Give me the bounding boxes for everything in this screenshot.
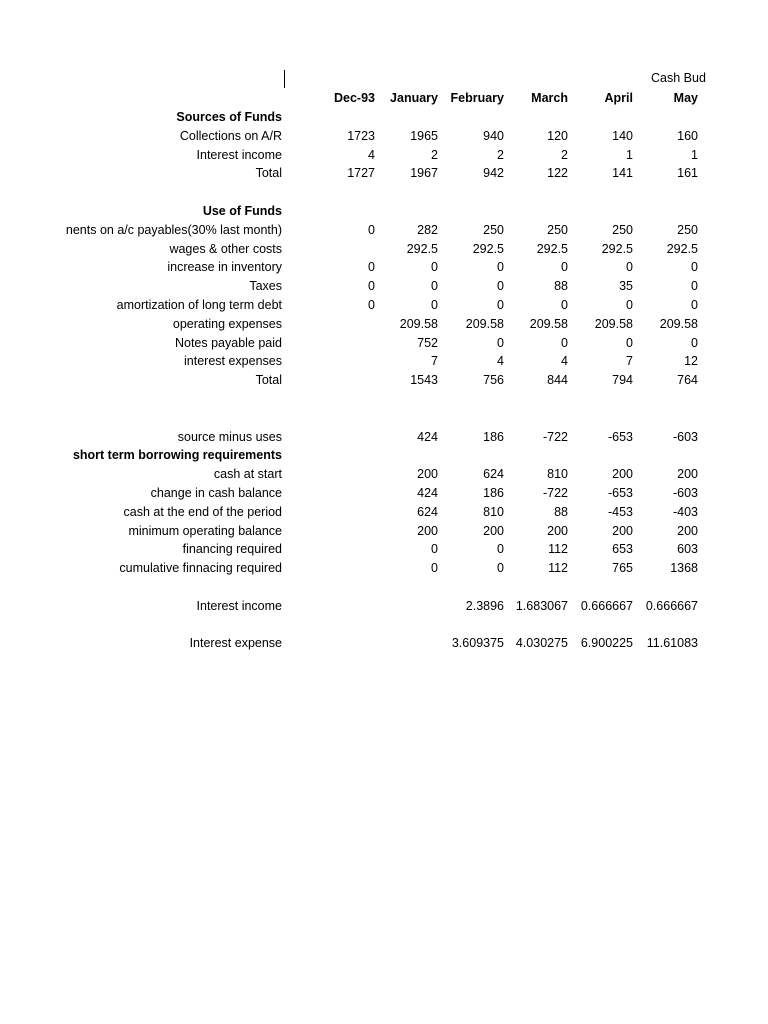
row-label	[0, 504, 282, 520]
table-cell: 200	[417, 467, 438, 482]
row-label-text: wages & other costs	[169, 241, 282, 256]
table-cell: 292.5	[536, 241, 568, 256]
table-cell: 424	[417, 429, 438, 444]
table-cell: 0.666667	[580, 598, 633, 613]
table-cell: 0	[431, 260, 438, 275]
table-cell: 0	[368, 260, 375, 275]
table-cell: 0	[368, 222, 375, 237]
column-header: February	[450, 91, 504, 105]
row-label	[0, 165, 282, 181]
table-cell: 1	[626, 147, 633, 162]
row-label-text: cumulative finnacing required	[119, 561, 282, 576]
sheet-title: Cash Bud	[651, 71, 706, 85]
row-label-text: increase in inventory	[167, 260, 282, 275]
table-cell: 11.61083	[646, 636, 698, 651]
table-cell: 0.666667	[645, 598, 698, 613]
row-label	[0, 203, 282, 219]
table-cell: 794	[612, 373, 633, 388]
row-label	[0, 278, 282, 294]
table-cell: 88	[554, 504, 568, 519]
row-label	[0, 541, 282, 557]
table-cell: 88	[554, 279, 568, 294]
table-cell: 209.58	[465, 316, 504, 331]
table-cell: 1.683067	[515, 598, 568, 613]
row-label-text: operating expenses	[172, 316, 282, 331]
table-cell: 209.58	[399, 316, 438, 331]
row-label-text: Total	[255, 166, 282, 181]
table-cell: 603	[677, 542, 698, 557]
table-cell: -722	[542, 429, 568, 444]
table-cell: 282	[417, 222, 438, 237]
row-label-text: Total	[255, 373, 282, 388]
column-header: Dec-93	[334, 91, 375, 105]
table-cell: 4	[497, 354, 504, 369]
row-label	[0, 316, 282, 332]
row-label	[0, 485, 282, 501]
table-cell: 940	[483, 128, 504, 143]
table-cell: 942	[483, 166, 504, 181]
table-cell: 0	[691, 298, 698, 312]
row-label-text: Interest expense	[189, 636, 282, 651]
table-cell: 0	[431, 279, 438, 294]
table-cell: 0	[497, 260, 504, 275]
table-cell: 250	[677, 222, 698, 237]
table-cell: 112	[548, 561, 568, 576]
table-cell: 1368	[670, 561, 698, 576]
table-cell: 0	[497, 542, 504, 557]
row-label-text: cash at the end of the period	[123, 504, 282, 519]
table-cell: 756	[483, 373, 504, 388]
row-label-text: amortization of long term debt	[116, 298, 282, 312]
table-cell: 292.5	[601, 241, 633, 256]
table-cell: 141	[612, 166, 633, 181]
table-cell: 0	[691, 279, 698, 294]
table-cell: 209.58	[659, 316, 698, 331]
table-cell: 0	[561, 298, 568, 312]
table-cell: 200	[612, 467, 633, 482]
table-cell: 0	[497, 298, 504, 312]
table-cell: 0	[497, 561, 504, 576]
table-cell: 140	[612, 128, 633, 143]
table-cell: 186	[483, 429, 504, 444]
table-cell: 4	[368, 147, 375, 162]
table-cell: -603	[672, 429, 698, 444]
row-label-text: nents on a/c payables(30% last month)	[65, 222, 282, 237]
column-header: May	[673, 91, 698, 105]
row-label-text: Taxes	[249, 279, 282, 294]
row-label	[0, 598, 282, 614]
table-cell: 200	[483, 523, 504, 538]
row-label	[0, 353, 282, 369]
table-cell: 200	[612, 523, 633, 538]
text-cursor	[284, 70, 285, 88]
table-cell: 624	[417, 504, 438, 519]
table-cell: 6.900225	[580, 636, 633, 651]
column-header: April	[604, 91, 633, 105]
table-cell: 122	[547, 166, 568, 181]
table-cell: 112	[548, 542, 568, 557]
row-label-text: minimum operating balance	[128, 523, 282, 538]
row-label	[0, 335, 282, 351]
table-cell: 424	[417, 486, 438, 500]
table-cell: 0	[561, 260, 568, 275]
table-cell: 0	[368, 279, 375, 294]
table-cell: 0	[561, 335, 568, 350]
table-cell: 7	[626, 354, 633, 369]
row-label-text: Collections on A/R	[179, 128, 282, 143]
column-header: March	[531, 91, 568, 105]
row-label	[0, 109, 282, 125]
table-cell: -722	[542, 486, 568, 500]
table-cell: 200	[417, 523, 438, 538]
table-cell: 1543	[410, 373, 438, 388]
table-cell: 4	[561, 354, 568, 369]
table-cell: 250	[547, 222, 568, 237]
row-label	[0, 241, 282, 257]
row-label-text: financing required	[182, 542, 282, 557]
table-cell: 765	[612, 561, 633, 576]
table-cell: 120	[547, 128, 568, 143]
table-cell: 0	[431, 542, 438, 557]
table-cell: 0	[691, 335, 698, 350]
table-cell: 292.5	[666, 241, 698, 256]
table-cell: 0	[626, 335, 633, 350]
row-label	[0, 447, 282, 463]
row-label-text: Sources of Funds	[176, 110, 282, 124]
table-cell: 12	[684, 354, 698, 369]
table-cell: 844	[547, 373, 568, 388]
row-label-text: interest expenses	[184, 354, 282, 369]
table-cell: 2.3896	[465, 598, 504, 613]
row-label	[0, 259, 282, 275]
table-cell: 1727	[347, 166, 375, 181]
table-cell: 0	[431, 298, 438, 312]
table-cell: 810	[547, 467, 568, 482]
table-cell: 186	[483, 486, 504, 500]
table-cell: 292.5	[472, 241, 504, 256]
table-cell: 209.58	[529, 316, 568, 331]
table-cell: 2	[561, 147, 568, 162]
row-label-text: change in cash balance	[150, 486, 282, 500]
row-label-text: Notes payable paid	[174, 335, 282, 350]
row-label	[0, 635, 282, 651]
table-cell: 4.030275	[515, 636, 568, 651]
table-cell: 810	[483, 504, 504, 519]
table-cell: 292.5	[406, 241, 438, 256]
table-cell: 0	[431, 561, 438, 576]
row-label-text: source minus uses	[177, 429, 282, 444]
table-cell: -403	[672, 504, 698, 519]
row-label-text: cash at start	[213, 467, 282, 482]
table-cell: 764	[677, 373, 698, 388]
table-cell: 160	[677, 128, 698, 143]
row-label	[0, 147, 282, 163]
table-cell: 1967	[410, 166, 438, 181]
row-label	[0, 429, 282, 445]
table-cell: 0	[626, 298, 633, 312]
table-cell: 250	[612, 222, 633, 237]
table-cell: 35	[619, 279, 633, 294]
table-cell: -603	[672, 486, 698, 500]
table-cell: 200	[677, 523, 698, 538]
table-cell: 250	[483, 222, 504, 237]
table-cell: -453	[607, 504, 633, 519]
table-cell: -653	[607, 486, 633, 500]
table-cell: 1	[691, 147, 698, 162]
row-label-text: Use of Funds	[202, 204, 282, 218]
table-cell: 2	[497, 147, 504, 162]
table-cell: 1965	[410, 128, 438, 143]
row-label	[0, 466, 282, 482]
row-label-text: Interest income	[196, 598, 282, 613]
table-cell: 0	[497, 279, 504, 294]
table-cell: 2	[431, 147, 438, 162]
table-cell: 0	[497, 335, 504, 350]
column-header: January	[390, 91, 438, 105]
table-cell: 1723	[347, 128, 375, 143]
row-label	[0, 372, 282, 388]
table-cell: 200	[547, 523, 568, 538]
table-cell: 3.609375	[451, 636, 504, 651]
table-cell: 0	[368, 298, 375, 312]
row-label-text: Interest income	[196, 147, 282, 162]
table-cell: 161	[677, 166, 698, 181]
table-cell: -653	[607, 429, 633, 444]
row-label-text: short term borrowing requirements	[72, 448, 282, 463]
table-cell: 7	[431, 354, 438, 369]
table-cell: 0	[691, 260, 698, 275]
row-label	[0, 297, 282, 313]
table-cell: 0	[626, 260, 633, 275]
row-label	[0, 523, 282, 539]
table-cell: 209.58	[594, 316, 633, 331]
table-cell: 200	[677, 467, 698, 482]
table-cell: 653	[612, 542, 633, 557]
table-cell: 752	[417, 335, 438, 350]
table-cell: 624	[483, 467, 504, 482]
row-label	[0, 222, 282, 238]
row-label	[0, 560, 282, 576]
row-label	[0, 128, 282, 144]
